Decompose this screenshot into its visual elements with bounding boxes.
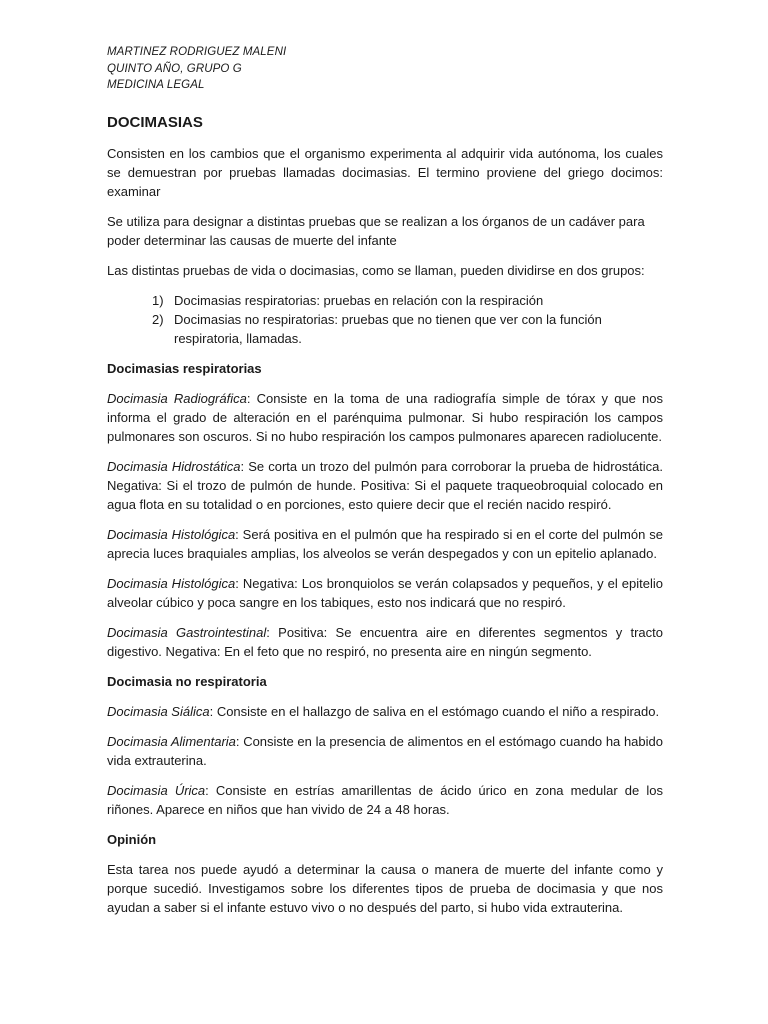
test-paragraph <box>107 525 663 563</box>
list-text: Docimasias no respiratorias: pruebas que no tienen que ver con la función respiratoria, llamadas. <box>174 311 602 346</box>
opinion-paragraph: Esta tarea nos puede ayudó a determinar la causa o manera de muerte del infante como y porque sucedió. Investigamos sobre los diferentes tipos de prueba de docimasia y que nos ayudan a saber si el infante estuvo vivo o no después del parto, si hubo vida extrauterina. <box>107 861 663 915</box>
section-heading-non-respiratory: Docimasia no respiratoria <box>107 673 267 689</box>
test-term: Docimasia Radiográfica <box>107 390 247 406</box>
groups-list <box>107 291 663 348</box>
test-description: : Negativa: Los bronquiolos se verán colapsados y pequeños, y el epitelio alveolar cúbico y poca sangre en los tabiques, esto nos indicará que no respiró. <box>107 575 663 610</box>
subject-name: MEDICINA LEGAL <box>107 79 205 91</box>
author-name: MARTINEZ RODRIGUEZ MALENI <box>107 46 287 58</box>
test-term: Docimasia Hidrostática <box>107 458 241 474</box>
list-number: 2) <box>152 311 164 327</box>
test-paragraph <box>107 702 663 721</box>
test-term: Docimasia Siálica <box>107 703 210 719</box>
test-paragraph <box>107 732 663 770</box>
document-title: DOCIMASIAS <box>107 113 203 131</box>
test-description: : Positiva: Se encuentra aire en diferentes segmentos y tracto digestivo. Negativa: En el feto que no respiró, no presenta aire en ningún segmento. <box>107 624 663 659</box>
section-heading-opinion: Opinión <box>107 831 157 847</box>
test-paragraph <box>107 781 663 819</box>
author-header <box>107 44 663 94</box>
test-paragraph <box>107 574 663 612</box>
intro-paragraph: Las distintas pruebas de vida o docimasias, como se llaman, pueden dividirse en dos grupos: <box>107 262 645 278</box>
intro-paragraph: Consisten en los cambios que el organismo experimenta al adquirir vida autónoma, los cuales se demuestran por pruebas llamadas docimasias. El termino proviene del griego docimos: examinar <box>107 145 663 199</box>
test-term: Docimasia Alimentaria <box>107 733 236 749</box>
test-description: : Se corta un trozo del pulmón para corroborar la prueba de hidrostática. Negativa: Si el trozo de pulmón de hunde. Positiva: Si el paquete traqueobroquial colocado en agua flota en su totalidad o en porciones, esto quiere decir que el recién nacido respiró. <box>107 458 663 512</box>
test-term: Docimasia Histológica <box>107 575 236 591</box>
test-description: : Consiste en la presencia de alimentos en el estómago cuando ha habido vida extrauterina. <box>107 733 663 768</box>
test-term: Docimasia Úrica <box>107 782 206 798</box>
test-description: : Consiste en estrías amarillentas de ácido úrico en zona medular de los riñones. Aparece en niños que han vivido de 24 a 48 horas. <box>107 782 664 817</box>
list-item <box>107 310 663 348</box>
list-item <box>107 291 663 310</box>
intro-paragraph: Se utiliza para designar a distintas pruebas que se realizan a los órganos de un cadáver para poder determinar las causas de muerte del infante <box>107 213 645 248</box>
test-paragraph <box>107 623 663 661</box>
test-description: : Será positiva en el pulmón que ha respirado si en el corte del pulmón se aprecia luces braquiales amplias, los alveolos se verán despegados y con un epitelio aplanado. <box>107 526 663 561</box>
test-term: Docimasia Gastrointestinal <box>107 624 267 640</box>
test-description: : Consiste en el hallazgo de saliva en el estómago cuando el niño a respirado. <box>209 703 660 719</box>
test-paragraph <box>107 389 663 446</box>
test-paragraph <box>107 457 663 514</box>
test-term: Docimasia Histológica <box>107 526 236 542</box>
list-number: 1) <box>152 292 164 308</box>
list-text: Docimasias respiratorias: pruebas en relación con la respiración <box>174 292 544 308</box>
course-group: QUINTO AÑO, GRUPO G <box>107 62 242 75</box>
test-description: : Consiste en la toma de una radiografía simple de tórax y que nos informa el grado de alteración en el parénquima pulmonar. Si hubo respiración los campos pulmonares son oscuros. Si no hubo respiración los campos pulmonares aparecen radiolucente. <box>107 390 664 444</box>
section-heading-respiratory: Docimasias respiratorias <box>107 360 262 376</box>
